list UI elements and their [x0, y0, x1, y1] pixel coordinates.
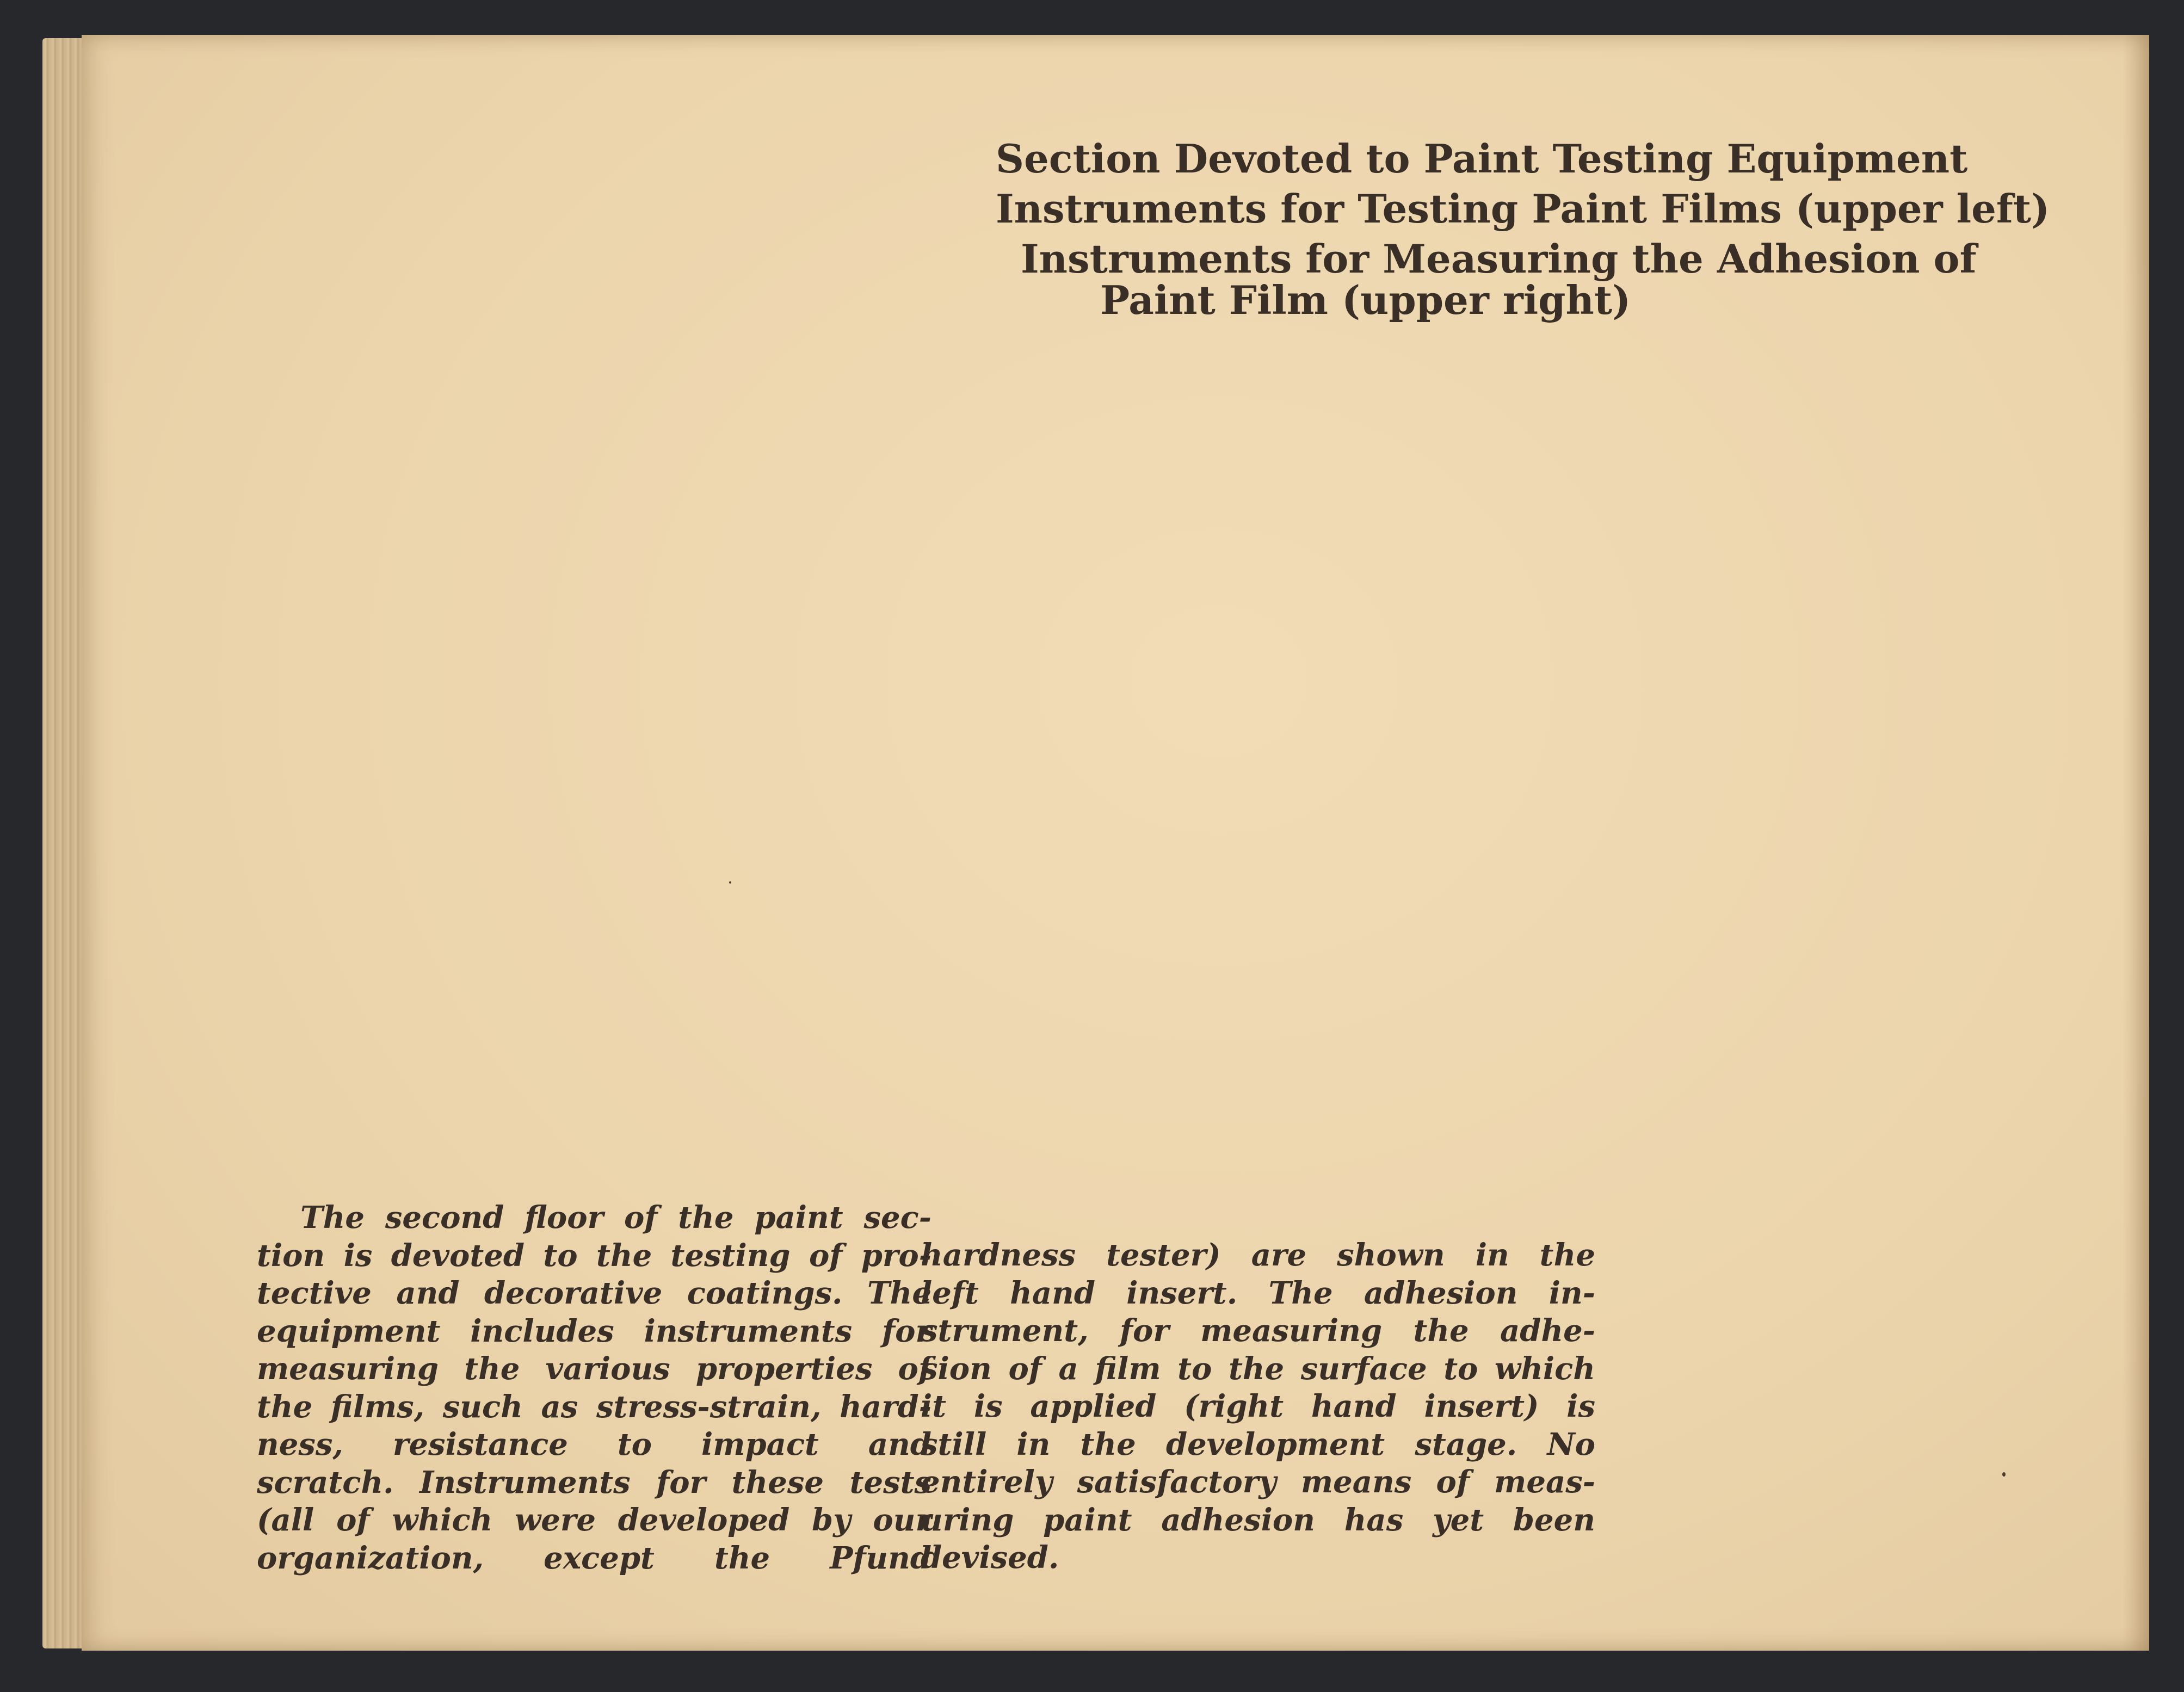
- body-line: the films, such as stress-strain, hard-: [257, 1388, 931, 1425]
- body-line: sion of a film to the surface to which: [921, 1350, 1595, 1387]
- body-line: left hand insert. The adhesion in-: [921, 1275, 1595, 1311]
- body-line: equipment includes instruments for: [257, 1313, 931, 1349]
- body-column-left: [257, 1199, 931, 1577]
- body-line: The second floor of the paint sec-: [300, 1200, 931, 1236]
- body-line: ness, resistance to impact and: [257, 1427, 931, 1462]
- heading-line-2: Instruments for Testing Paint Films (upper left): [996, 186, 2050, 232]
- body-line: tion is devoted to the testing of pro-: [257, 1237, 931, 1274]
- body-line: entirely satisfactory means of meas-: [921, 1464, 1595, 1500]
- heading-line-4: Paint Film (upper right): [1100, 277, 1631, 323]
- ink-speck: [729, 881, 731, 884]
- body-line: scratch. Instruments for these tests: [257, 1464, 931, 1500]
- body-line: measuring the various properties of: [257, 1351, 931, 1387]
- heading-block: [996, 134, 2050, 325]
- heading-line-1: Section Devoted to Paint Testing Equipment: [996, 135, 1968, 182]
- body-line: tective and decorative coatings. The: [257, 1275, 931, 1311]
- body-line: organization, except the Pfund: [257, 1540, 931, 1576]
- ink-speck: [2002, 1472, 2006, 1477]
- body-line: devised.: [921, 1540, 1059, 1576]
- body-line: it is applied (right hand insert) is: [921, 1388, 1595, 1424]
- body-line: hardness tester) are shown in the: [921, 1237, 1595, 1273]
- binding-gutter: [2122, 35, 2149, 1651]
- body-line: uring paint adhesion has yet been: [921, 1502, 1595, 1538]
- body-line: strument, for measuring the adhe-: [921, 1313, 1595, 1349]
- body-column-right: [921, 1237, 1595, 1577]
- heading-line-3: Instruments for Measuring the Adhesion of: [1021, 236, 1977, 282]
- body-line: still in the development stage. No: [921, 1426, 1595, 1462]
- page: [82, 35, 2149, 1651]
- body-line: (all of which were developed by our: [257, 1502, 931, 1538]
